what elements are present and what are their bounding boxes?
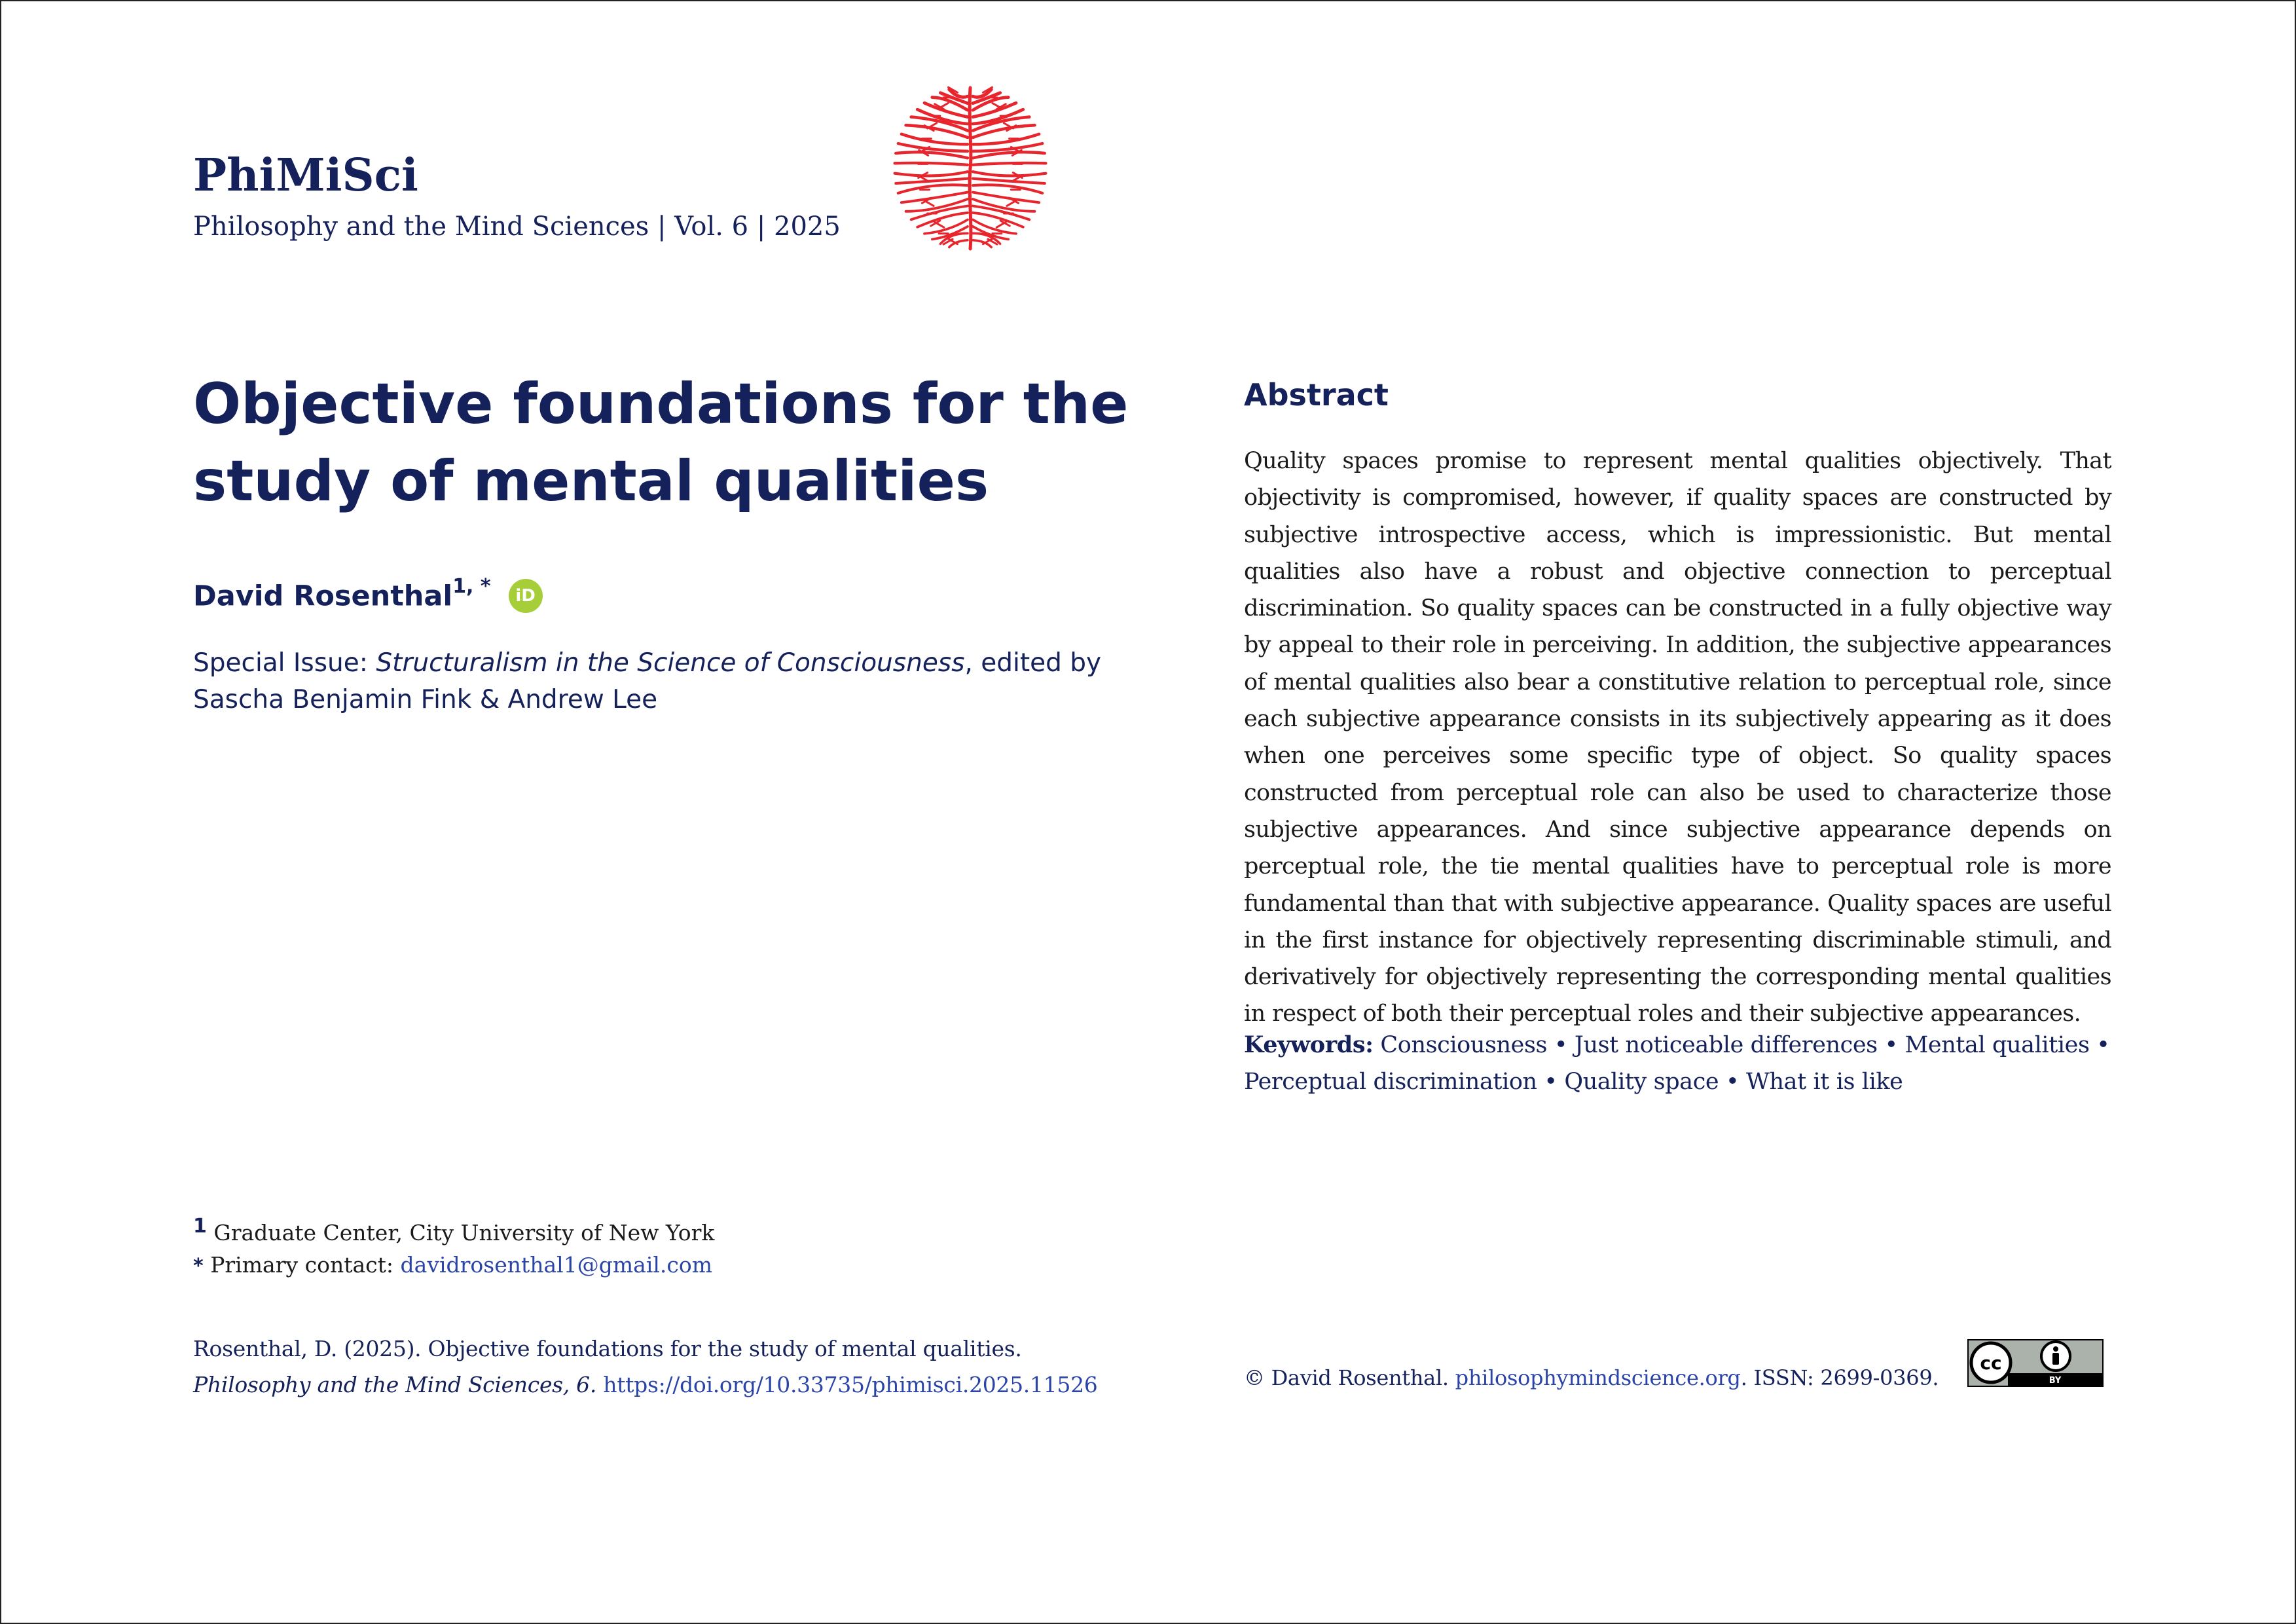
license-by-label: BY xyxy=(2049,1376,2062,1386)
citation xyxy=(193,1331,1175,1403)
contact-email-link[interactable]: davidrosenthal1@gmail.com xyxy=(400,1252,713,1278)
citation-journal: Philosophy and the Mind Sciences, 6. xyxy=(193,1372,597,1397)
abstract-heading: Abstract xyxy=(1244,377,1389,413)
copyright-text: © David Rosenthal. xyxy=(1244,1365,1449,1390)
svg-text:cc: cc xyxy=(1980,1352,2002,1374)
keywords xyxy=(1244,1027,2111,1100)
keyword[interactable]: Perceptual discrimination xyxy=(1244,1069,1537,1095)
primary-contact xyxy=(193,1252,712,1278)
contact-label: Primary contact: xyxy=(210,1252,394,1278)
keyword-separator: • xyxy=(1554,1032,1568,1058)
keyword[interactable]: Mental qualities xyxy=(1904,1032,2090,1058)
title-line-2: study of mental qualities xyxy=(193,449,989,514)
copyright-line xyxy=(1244,1365,1939,1390)
abstract-text: Quality spaces promise to represent mental qualities objectively. That objectivity is compromised, however, if quality spaces are constructed by subjective introspective access, which is impressionistic. But mental qualities also have a robust and objective connection to perceptual discrimination. So quality spaces can be constructed in a fully objective way by appeal to their role in perceiving. In addition, the subjective appearances of mental qualities also bear a constitutive relation to perceptual role, since each subjective appearance consists in its subjectively appearing as it does when one perceives some specific type of object. So quality spaces constructed from perceptual role can also be used to characterize those subjective appearances. And since subjective appearance depends on perceptual role, the tie mental qualities have to perceptual role is more fundamental than that with subjective appearance. Quality spaces are useful in the first instance for objectively representing discriminable stimuli, and derivatively for objectively representing the corresponding mental qualities in respect of both their perceptual roles and their subjective appearances. xyxy=(1244,448,2111,1027)
title-line-1: Objective foundations for the xyxy=(193,371,1129,437)
affiliation-text: Graduate Center, City University of New York xyxy=(213,1220,715,1246)
special-issue-title: Structuralism in the Science of Consciousness xyxy=(376,648,965,678)
cc-icon xyxy=(1971,1343,2011,1382)
keyword[interactable]: Consciousness xyxy=(1380,1032,1548,1058)
keyword-separator: • xyxy=(2096,1032,2110,1058)
fingerprint-brain-logo xyxy=(887,80,1054,257)
cc-by-license-badge[interactable] xyxy=(1967,1339,2104,1387)
author-affiliation-marks: 1, * xyxy=(452,575,491,598)
keyword[interactable]: What it is like xyxy=(1745,1069,1903,1095)
attribution-icon xyxy=(2041,1342,2070,1371)
citation-line: Rosenthal, D. (2025). Objective foundations for the study of mental qualities. xyxy=(193,1336,1022,1361)
contact-mark: * xyxy=(193,1255,204,1278)
special-issue-editors: , edited by Sascha Benjamin Fink & Andrew Lee xyxy=(193,648,1102,714)
orcid-icon[interactable]: iD xyxy=(509,579,543,613)
keywords-label: Keywords: xyxy=(1244,1031,1374,1058)
citation-line-2 xyxy=(193,1367,1175,1403)
affiliation-mark: 1 xyxy=(193,1215,207,1238)
journal-subtitle: Philosophy and the Mind Sciences | Vol. 6 | 2025 xyxy=(193,212,841,242)
website-link[interactable]: philosophymindscience.org xyxy=(1455,1365,1741,1390)
article-title xyxy=(193,365,1142,520)
journal-name: PhiMiSci xyxy=(193,149,418,202)
author-name: David Rosenthal xyxy=(193,580,453,613)
keyword-separator: • xyxy=(1544,1069,1558,1095)
keyword[interactable]: Quality space xyxy=(1564,1069,1719,1095)
doi-link[interactable]: https://doi.org/10.33735/phimisci.2025.11526 xyxy=(603,1372,1098,1397)
issn-text: . ISSN: 2699-0369. xyxy=(1740,1365,1939,1390)
keyword-separator: • xyxy=(1884,1032,1898,1058)
special-issue xyxy=(193,645,1123,718)
keyword-separator: • xyxy=(1725,1069,1740,1095)
author-line xyxy=(193,575,543,613)
affiliation-1 xyxy=(193,1215,714,1246)
special-issue-label: Special Issue: xyxy=(193,648,368,678)
keyword[interactable]: Just noticeable differences xyxy=(1574,1032,1878,1058)
